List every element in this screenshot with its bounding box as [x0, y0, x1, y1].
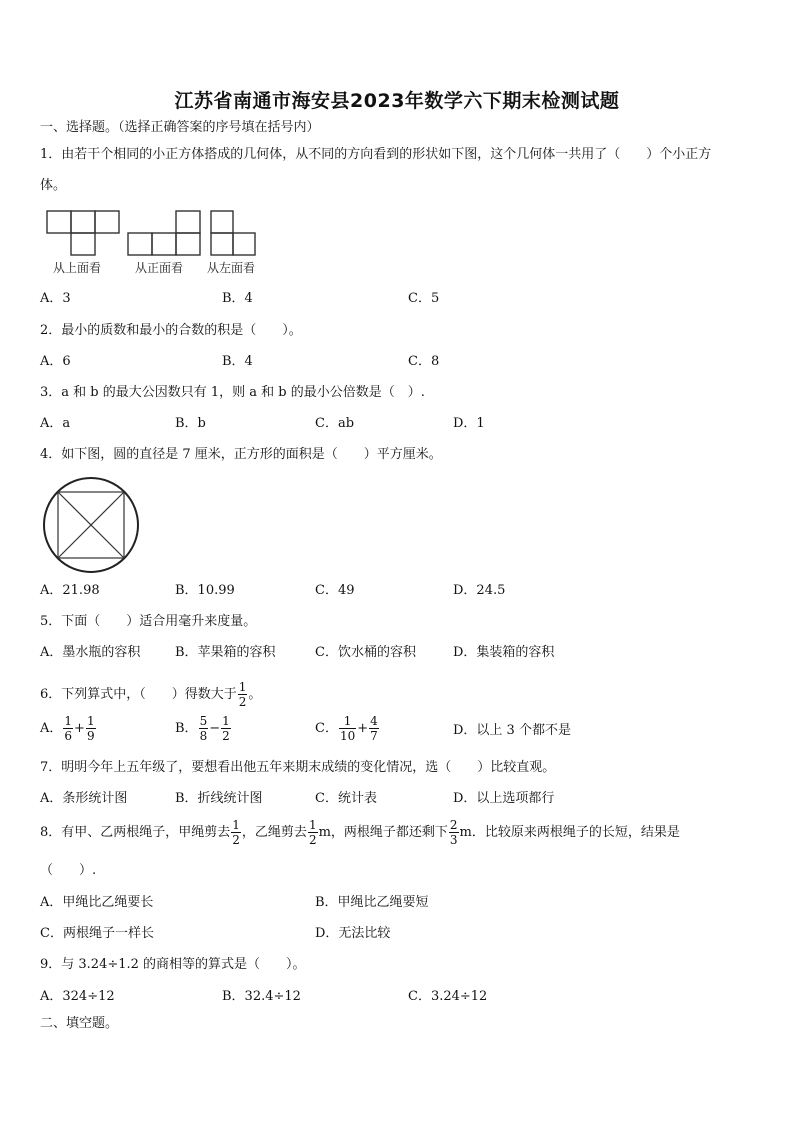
q1-option-c: C．5 — [408, 291, 440, 306]
q5-option-c: C．饮水桶的容积 — [315, 645, 416, 660]
q9-option-c: C．3.24÷12 — [408, 989, 488, 1004]
q3-option-c: C．ab — [315, 416, 355, 431]
denominator: 7 — [370, 729, 378, 743]
fraction-half — [238, 680, 248, 709]
question-2: 2．最小的质数和最小的合数的积是（ ）。 — [40, 323, 302, 338]
numerator: 1 — [86, 714, 95, 728]
denominator: 2 — [232, 833, 240, 847]
denominator: 9 — [86, 729, 95, 743]
numerator: 1 — [64, 714, 73, 728]
question-4: 4．如下图，圆的直径是 7 厘米，正方形的面积是（ ）平方厘米。 — [40, 447, 442, 462]
question-6-end: 。 — [248, 687, 262, 702]
fraction — [308, 818, 318, 847]
q4-option-c: C．49 — [315, 583, 355, 598]
fraction — [339, 714, 356, 743]
q3-option-a: A．a — [40, 416, 71, 431]
q8-option-a: A．甲绳比乙绳要长 — [40, 895, 154, 910]
operator: − — [209, 721, 221, 736]
question-6-text: 6．下列算式中，（ ）得数大于 — [40, 687, 237, 702]
q4-option-d: D．24.5 — [453, 583, 506, 598]
fraction — [63, 714, 73, 743]
q8-option-d: D．无法比较 — [315, 926, 391, 941]
question-8-text-1: 8．有甲、乙两根绳子，甲绳剪去 — [40, 825, 231, 840]
question-8-text-3: m，两根绳子都还剩下 — [318, 825, 448, 840]
q2-option-a: A．6 — [40, 354, 71, 369]
caption-top-view: 从上面看 — [53, 261, 102, 275]
option-label: B． — [175, 721, 198, 736]
question-6 — [40, 680, 261, 709]
denominator: 8 — [199, 729, 208, 743]
q7-option-c: C．统计表 — [315, 791, 377, 806]
q6-option-b — [175, 714, 232, 743]
q4-option-b: B．10.99 — [175, 583, 235, 598]
question-7: 7．明明今年上五年级了，要想看出他五年来期末成绩的变化情况，选（ ）比较直观。 — [40, 760, 556, 775]
q5-option-d: D．集装箱的容积 — [453, 645, 555, 660]
q2-option-c: C．8 — [408, 354, 440, 369]
q1-option-a: A．3 — [40, 291, 71, 306]
option-label: C． — [315, 721, 338, 736]
question-9: 9．与 3.24÷1.2 的商相等的算式是（ ）。 — [40, 957, 306, 972]
q1-option-b: B．4 — [222, 291, 253, 306]
q8-option-b: B．甲绳比乙绳要短 — [315, 895, 429, 910]
denominator: 10 — [339, 729, 356, 743]
fraction — [449, 818, 459, 847]
question-5: 5．下面（ ）适合用毫升来度量。 — [40, 614, 257, 629]
question-8-text-4: m．比较原来两根绳子的长短，结果是 — [459, 825, 680, 840]
denominator: 3 — [449, 833, 458, 847]
section-2-heading: 二、填空题。 — [40, 1016, 119, 1031]
denominator: 2 — [222, 729, 230, 743]
fraction — [221, 714, 231, 743]
numerator: 1 — [339, 714, 356, 729]
q8-option-c: C．两根绳子一样长 — [40, 926, 154, 941]
numerator: 4 — [370, 714, 378, 728]
page-title: 江苏省南通市海安县2023年数学六下期末检测试题 — [174, 90, 620, 112]
q7-option-d: D．以上选项都行 — [453, 791, 555, 806]
numerator: 5 — [199, 714, 208, 728]
q6-option-a — [40, 714, 97, 743]
fraction — [86, 714, 96, 743]
option-label: A． — [40, 721, 63, 736]
fraction — [231, 818, 241, 847]
question-8-text-2: ，乙绳剪去 — [241, 825, 307, 840]
circle-square-figure — [40, 476, 144, 576]
q2-option-b: B．4 — [222, 354, 253, 369]
question-1-line-1: 1．由若干个相同的小正方体搭成的几何体，从不同的方向看到的形状如下图，这个几何体一共用了（ ）个小正方 — [40, 147, 712, 162]
question-8-line-2: （ ）. — [40, 863, 97, 878]
q6-option-c — [315, 714, 380, 743]
caption-front-view: 从正面看 — [135, 261, 184, 275]
fraction — [199, 714, 209, 743]
numerator: 1 — [222, 714, 230, 728]
operator: + — [357, 721, 369, 736]
denominator: 2 — [238, 695, 247, 709]
question-1-line-2: 体。 — [40, 178, 67, 193]
q6-option-d: D．以上 3 个都不是 — [453, 723, 571, 738]
q4-option-a: A．21.98 — [40, 583, 100, 598]
q3-option-d: D．1 — [453, 416, 485, 431]
section-1-heading: 一、选择题。（选择正确答案的序号填在括号内） — [40, 120, 320, 135]
q9-option-a: A．324÷12 — [40, 989, 115, 1004]
q7-option-a: A．条形统计图 — [40, 791, 128, 806]
q3-option-b: B．b — [175, 416, 206, 431]
question-3: 3．a 和 b 的最大公因数只有 1，则 a 和 b 的最小公倍数是（ ）. — [40, 385, 425, 400]
denominator: 2 — [308, 833, 317, 847]
q7-option-b: B．折线统计图 — [175, 791, 263, 806]
caption-left-view: 从左面看 — [207, 261, 256, 275]
numerator: 2 — [449, 818, 458, 832]
question-8-line-1 — [40, 818, 680, 847]
denominator: 6 — [64, 729, 73, 743]
q5-option-a: A．墨水瓶的容积 — [40, 645, 141, 660]
q9-option-b: B．32.4÷12 — [222, 989, 301, 1004]
numerator: 1 — [232, 818, 240, 832]
operator: + — [74, 721, 85, 736]
q5-option-b: B．苹果箱的容积 — [175, 645, 276, 660]
numerator: 1 — [238, 680, 247, 694]
numerator: 1 — [308, 818, 317, 832]
fraction — [369, 714, 379, 743]
